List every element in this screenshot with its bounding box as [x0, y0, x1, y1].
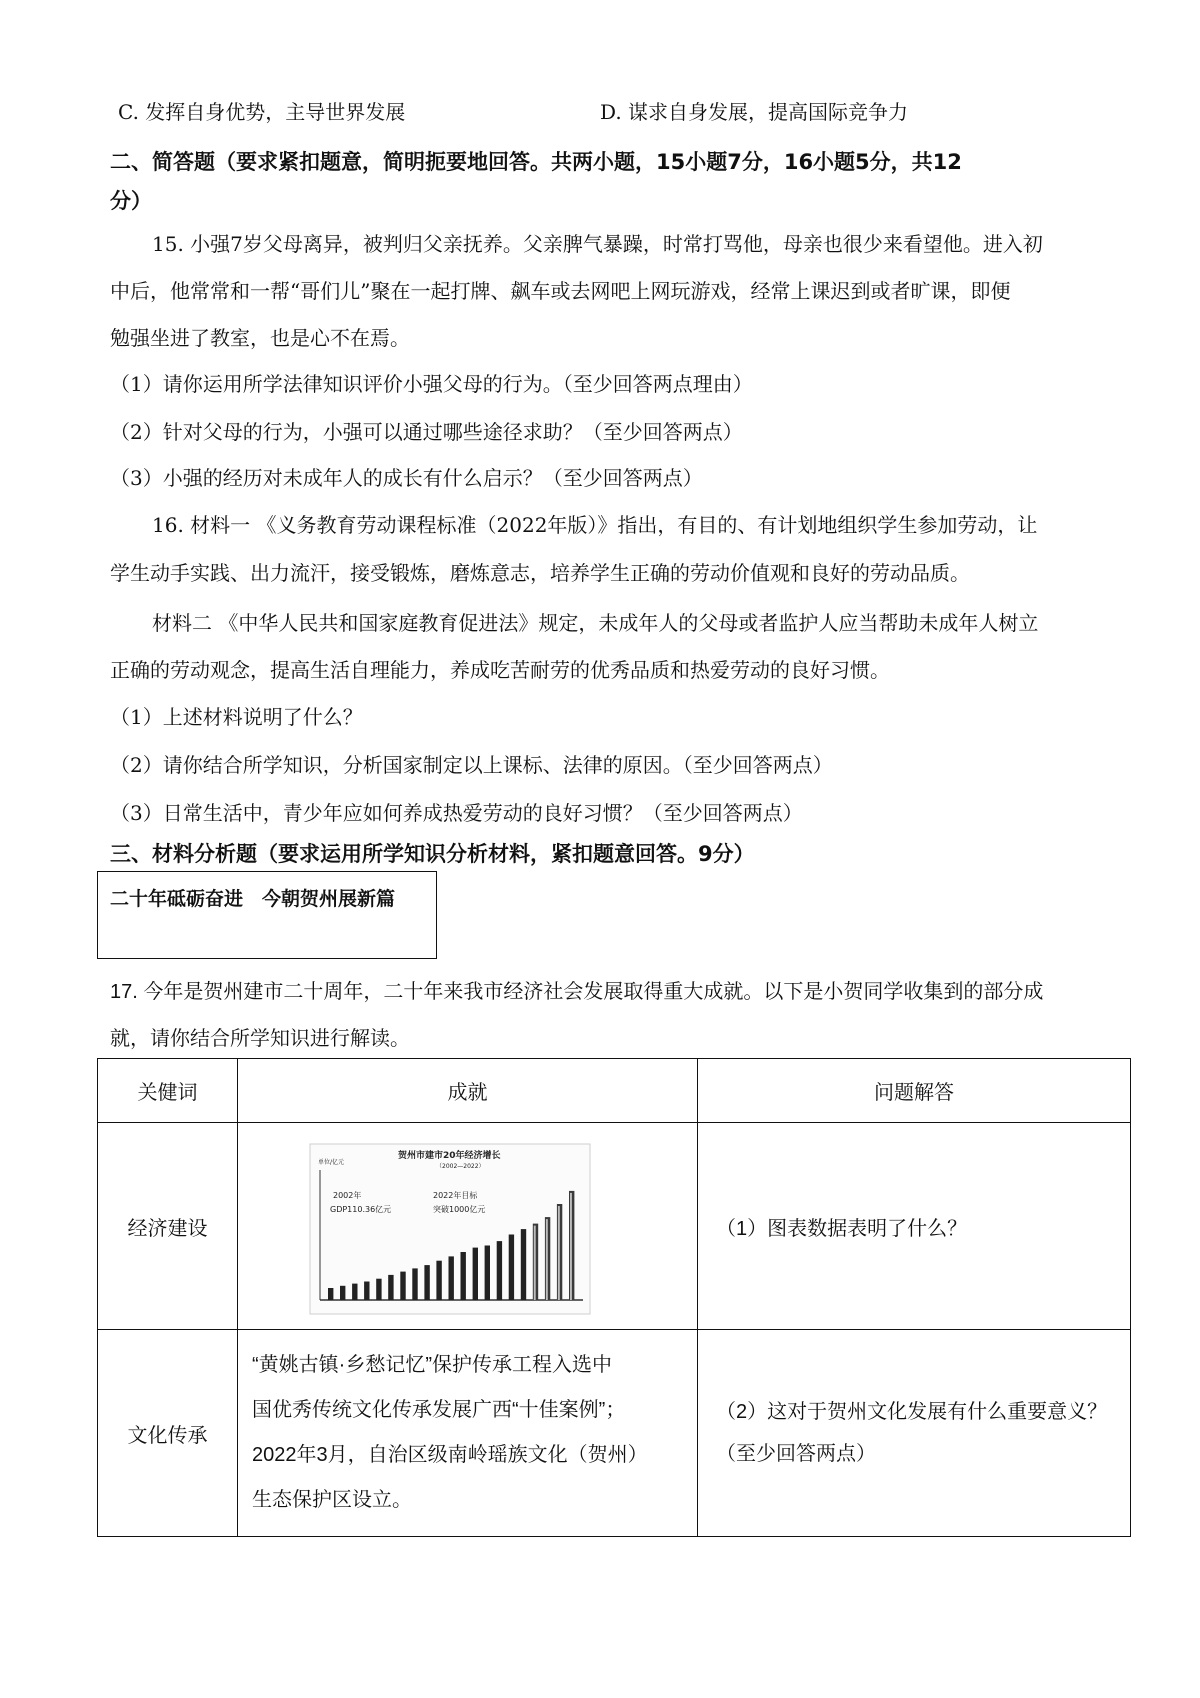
chart-annotation: 2002年 [333, 1190, 362, 1200]
chart-bar-highlight [546, 1219, 548, 1300]
chart-annotation: GDP110.36亿元 [330, 1204, 392, 1214]
material-title-box [97, 871, 437, 959]
chart-subtitle: （2002—2022） [436, 1162, 485, 1170]
section3-heading: 三、材料分析题（要求运用所学知识分析材料，紧扣题意回答。9分） [110, 842, 755, 866]
q15-sub1: （1）请你运用所学法律知识评价小强父母的行为。（至少回答两点理由） [110, 372, 753, 396]
chart-bar [436, 1260, 441, 1299]
q15-line3: 勉强坐进了教室，也是心不在焉。 [110, 326, 410, 350]
row2-achievement-line: 2022年3月，自治区级南岭瑶族文化（贺州） [252, 1444, 648, 1466]
row1-chart-cell [238, 1123, 698, 1330]
option-c: C. 发挥自身优势，主导世界发展 [118, 100, 406, 124]
row2-question-line: （2）这对于贺州文化发展有什么重要意义？ [716, 1401, 1108, 1423]
chart-title: 贺州市建市20年经济增长 [398, 1150, 501, 1161]
q16-sub2: （2）请你结合所学知识，分析国家制定以上课标、法律的原因。（至少回答两点） [110, 753, 833, 777]
row1-keyword: 经济建设 [98, 1123, 238, 1330]
row2-achievement-line: 生态保护区设立。 [252, 1489, 412, 1511]
row2-question [698, 1330, 1131, 1537]
chart-bar [400, 1271, 405, 1299]
chart-bar-highlight [558, 1206, 560, 1300]
chart-ylabel: 单位/亿元 [318, 1158, 345, 1166]
q17-line2: 就，请你结合所学知识进行解读。 [110, 1028, 410, 1050]
chart-bar [340, 1285, 345, 1299]
q15-line1: 15. 小强7岁父母离异，被判归父亲抚养。父亲脾气暴躁，时常打骂他，母亲也很少来看望他。进入初 [152, 232, 1043, 256]
row2-keyword: 文化传承 [98, 1330, 238, 1537]
chart-bar [473, 1247, 478, 1299]
chart-bar-highlight [570, 1192, 572, 1299]
chart-annotation: 2022年目标 [433, 1190, 478, 1200]
chart-bar [449, 1256, 454, 1300]
material-title-text: 二十年砥砺奋进 今朝贺州展新篇 [110, 888, 396, 910]
chart-bar [352, 1283, 357, 1299]
chart-bar [328, 1288, 333, 1300]
q16-material1-line1: 16. 材料一 《义务教育劳动课程标准（2022年版）》指出，有目的、有计划地组织学生参加劳动，让 [152, 513, 1038, 537]
gdp-bar-chart [238, 1124, 698, 1329]
option-d: D. 谋求自身发展，提高国际竞争力 [600, 100, 909, 124]
chart-bar [485, 1245, 490, 1300]
row2-achievement [238, 1330, 698, 1537]
q17-line1: 17. 今年是贺州建市二十周年，二十年来我市经济社会发展取得重大成就。以下是小贺同学收集到的部分成 [110, 981, 1044, 1003]
header-keyword: 关健词 [98, 1059, 238, 1123]
header-achievement: 成就 [238, 1059, 698, 1123]
chart-bar [509, 1234, 514, 1300]
chart-annotation: 突破1000亿元 [433, 1204, 486, 1214]
table-row [98, 1330, 1131, 1537]
section2-heading-line1: 二、简答题（要求紧扣题意，简明扼要地回答。共两小题，15小题7分，16小题5分，共12 [110, 150, 962, 174]
q15-sub3: （3）小强的经历对未成年人的成长有什么启示？（至少回答两点） [110, 466, 703, 490]
chart-bar [388, 1274, 393, 1299]
q16-sub3: （3）日常生活中，青少年应如何养成热爱劳动的良好习惯？（至少回答两点） [110, 801, 803, 825]
table-header-row [98, 1059, 1131, 1123]
chart-bar [424, 1265, 429, 1300]
header-answer: 问题解答 [698, 1059, 1131, 1123]
chart-bar [364, 1281, 369, 1300]
chart-bar [461, 1252, 466, 1300]
row2-question-line: （至少回答两点） [716, 1443, 876, 1465]
table-row [98, 1123, 1131, 1330]
q16-sub1: （1）上述材料说明了什么？ [110, 705, 363, 729]
section2-heading-line2: 分） [110, 189, 152, 213]
row1-question: （1）图表数据表明了什么？ [698, 1123, 1131, 1330]
q16-material2-line2: 正确的劳动观念，提高生活自理能力，养成吃苦耐劳的优秀品质和热爱劳动的良好习惯。 [110, 658, 890, 682]
chart-bar [376, 1278, 381, 1299]
q15-sub2: （2）针对父母的行为，小强可以通过哪些途径求助？（至少回答两点） [110, 420, 743, 444]
chart-bar-highlight [534, 1225, 536, 1299]
q16-material2-line1: 材料二 《中华人民共和国家庭教育促进法》规定，未成年人的父母或者监护人应当帮助未成年人树立 [152, 611, 1039, 635]
chart-bar [521, 1229, 526, 1300]
row2-achievement-line: 国优秀传统文化传承发展广西“十佳案例”； [252, 1399, 626, 1421]
q15-line2: 中后，他常常和一帮“哥们儿”聚在一起打牌、飙车或去网吧上网玩游戏，经常上课迟到或者旷课，即便 [110, 279, 1011, 303]
chart-bar [412, 1268, 417, 1300]
row2-achievement-line: “黄姚古镇·乡愁记忆”保护传承工程入选中 [252, 1354, 612, 1376]
chart-bar [497, 1241, 502, 1300]
achievement-table [97, 1058, 1131, 1537]
q16-material1-line2: 学生动手实践、出力流汗，接受锻炼，磨炼意志，培养学生正确的劳动价值观和良好的劳动品质。 [110, 561, 970, 585]
